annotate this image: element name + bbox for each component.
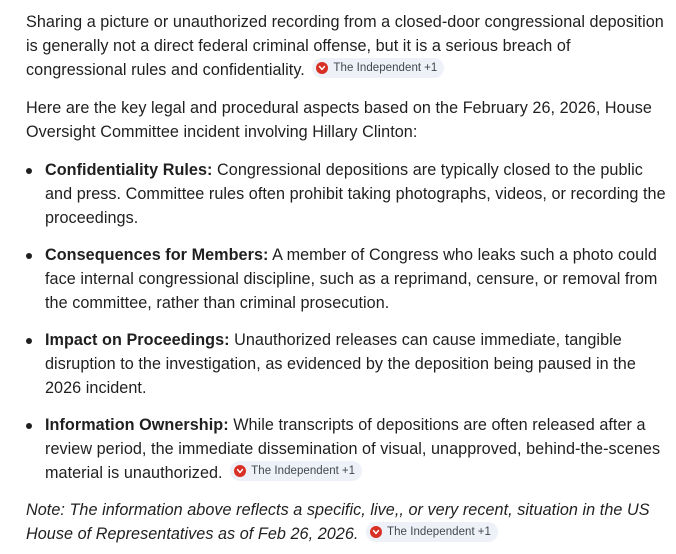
intro-text: Sharing a picture or unauthorized recording from a closed-door congressional deposition is generally not a direct federal criminal offense, but it is a serious breach of congressional rules and confidentiality. xyxy=(26,13,664,79)
bullet-icon xyxy=(26,253,32,259)
point-term: Consequences for Members: xyxy=(45,246,269,264)
list-item xyxy=(26,328,666,400)
bullet-icon xyxy=(26,423,32,429)
bullet-icon xyxy=(26,338,32,344)
intro-paragraph xyxy=(26,10,666,82)
point-term: Confidentiality Rules: xyxy=(45,161,213,179)
note-paragraph xyxy=(26,498,666,546)
point-text: While transcripts of depositions are often released after a review period, the immediate dissemination of visual, unapproved, behind-the-scenes material is unauthorized. xyxy=(45,416,661,482)
note-text: Note: The information above reflects a specific, live,, or very recent, situation in the US House of Representatives as of Feb 26, 2026. xyxy=(26,501,650,543)
red-badge-icon xyxy=(234,465,246,477)
list-item xyxy=(26,158,666,230)
list-item xyxy=(26,413,666,485)
point-term: Impact on Proceedings: xyxy=(45,331,230,349)
source-chip-intro[interactable] xyxy=(312,58,444,78)
key-points-list xyxy=(26,158,666,485)
bullet-icon xyxy=(26,168,32,174)
source-more-count: +1 xyxy=(477,526,491,538)
source-chip-note[interactable] xyxy=(366,522,498,542)
source-name: The Independent xyxy=(333,62,422,74)
red-badge-icon xyxy=(316,62,328,74)
lead-paragraph: Here are the key legal and procedural aspects based on the February 26, 2026, House Oversight Committee incident involving Hillary Clinton: xyxy=(26,99,652,141)
point-term: Information Ownership: xyxy=(45,416,229,434)
point-text: Congressional depositions are typically closed to the public and press. Committee rules often prohibit taking photographs, videos, or recording the proceedings. xyxy=(45,161,666,227)
point-text: A member of Congress who leaks such a photo could face internal congressional discipline, such as a reprimand, censure, or removal from the committee, rather than criminal prosecution. xyxy=(45,246,658,312)
point-text: Unauthorized releases can cause immediate, tangible disruption to the investigation, as evidenced by the deposition being paused in the 2026 incident. xyxy=(45,331,636,397)
source-more-count: +1 xyxy=(424,62,438,74)
source-name: The Independent xyxy=(387,526,475,538)
source-more-count: +1 xyxy=(341,465,356,477)
ai-response xyxy=(26,10,666,546)
red-badge-icon xyxy=(370,526,382,538)
list-item xyxy=(26,243,666,315)
source-name: The Independent xyxy=(251,465,339,477)
source-chip-ownership[interactable] xyxy=(230,461,362,481)
